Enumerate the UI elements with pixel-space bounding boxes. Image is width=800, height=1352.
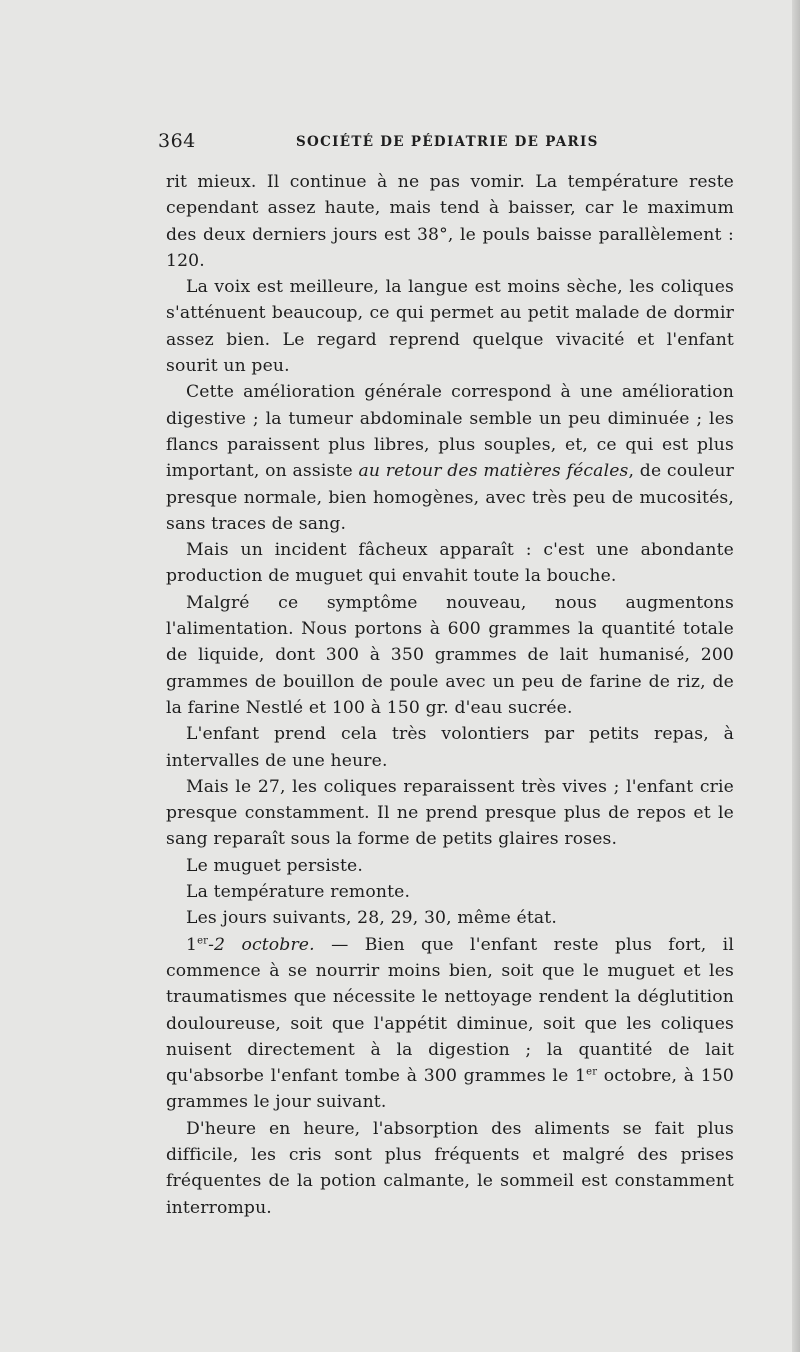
paragraph-6 [166, 721, 734, 774]
text-block [158, 130, 734, 1221]
paragraph-text: Cette amélioration générale correspond à une amélioration digestive ; la tumeur abdominale semble un peu diminuée ; les flancs paraissent plus libres, plus souples, et, ce qui est plus important, on assiste [166, 382, 734, 482]
running-title: SOCIÉTÉ DE PÉDIATRIE DE PARIS [296, 134, 599, 150]
italic-phrase: au retour des matières fécales [358, 461, 629, 482]
paragraph-text: La température remonte. [186, 882, 411, 903]
paragraph-3 [166, 379, 734, 537]
paragraph-text: rit mieux. Il continue à ne pas vomir. La température reste cependant assez haute, mais tend à baisser, car le maximum des deux derniers jours est 38°, le pouls baisse parallèlement : 120. [166, 172, 734, 271]
paragraph-text: D'heure en heure, l'absorption des aliments se fait plus difficile, les cris sont plus fréquents et malgré des prises fréquentes de la potion calmante, le sommeil est constamment interrompu. [166, 1118, 734, 1218]
paragraph-text: , de couleur presque normale, bien homogènes, avec très peu de mucosités, sans traces de sang. [166, 461, 734, 534]
paragraph-2 [166, 274, 734, 379]
paragraph-text: Malgré ce symptôme nouveau, nous augmentons l'alimentation. Nous portons à 600 grammes la quantité totale de liquide, dont 300 à 350 grammes de lait humanisé, 200 grammes de bouillon de poule avec un peu de farine de riz, de la farine Nestlé et 100 à 150 gr. d'eau sucrée. [166, 592, 734, 718]
paragraph-11 [166, 932, 734, 1116]
date-italic: -2 octobre. [208, 934, 315, 955]
paragraph-4 [166, 537, 734, 590]
paragraph-12 [166, 1116, 734, 1221]
paragraph-text: Le muguet persiste. [186, 855, 363, 876]
paragraph-text: Les jours suivants, 28, 29, 30, même état. [186, 908, 557, 929]
paragraph-text: Mais un incident fâcheux apparaît : c'est une abondante production de muguet qui envahit toute la bouche. [166, 540, 734, 587]
paragraph-text: L'enfant prend cela très volontiers par petits repas, à intervalles de une heure. [166, 724, 734, 771]
date-number: 1 [575, 1066, 587, 1087]
paragraph-8 [166, 853, 734, 879]
paragraph-text: La voix est meilleure, la langue est moins sèche, les coliques s'atténuent beaucoup, ce qui permet au petit malade de dormir assez bien. Le regard reprend quelque vivacité et l'enfant sourit un peu. [166, 277, 734, 377]
paragraph-text: octobre, à 150 grammes le jour suivant. [166, 1066, 734, 1113]
page-number: 364 [158, 130, 196, 152]
paragraph-7 [166, 774, 734, 853]
page-edge-shadow [792, 0, 800, 1352]
running-head [158, 130, 734, 160]
date-number: 1 [186, 934, 198, 955]
paragraph-9 [166, 879, 734, 905]
date-superscript: er [197, 934, 209, 946]
date-superscript: er [586, 1066, 598, 1078]
paragraph-5 [166, 590, 734, 721]
paragraph-1 [166, 169, 734, 274]
paragraph-text: — Bien que l'enfant reste plus fort, il commence à se nourrir moins bien, soit que le muguet et les traumatismes que nécessite le nettoyage rendent la déglutition douloureuse, soit que l'appétit diminue, soit que les coliques nuisent directement à la digestion ; la quantité de lait qu'absorbe l'enfant tombe à 300 grammes le [166, 934, 734, 1087]
paragraph-text: Mais le 27, les coliques reparaissent très vives ; l'enfant crie presque constamment. Il ne prend presque plus de repos et le sang reparaît sous la forme de petits glaires roses. [166, 776, 734, 850]
paragraph-10 [166, 905, 734, 931]
